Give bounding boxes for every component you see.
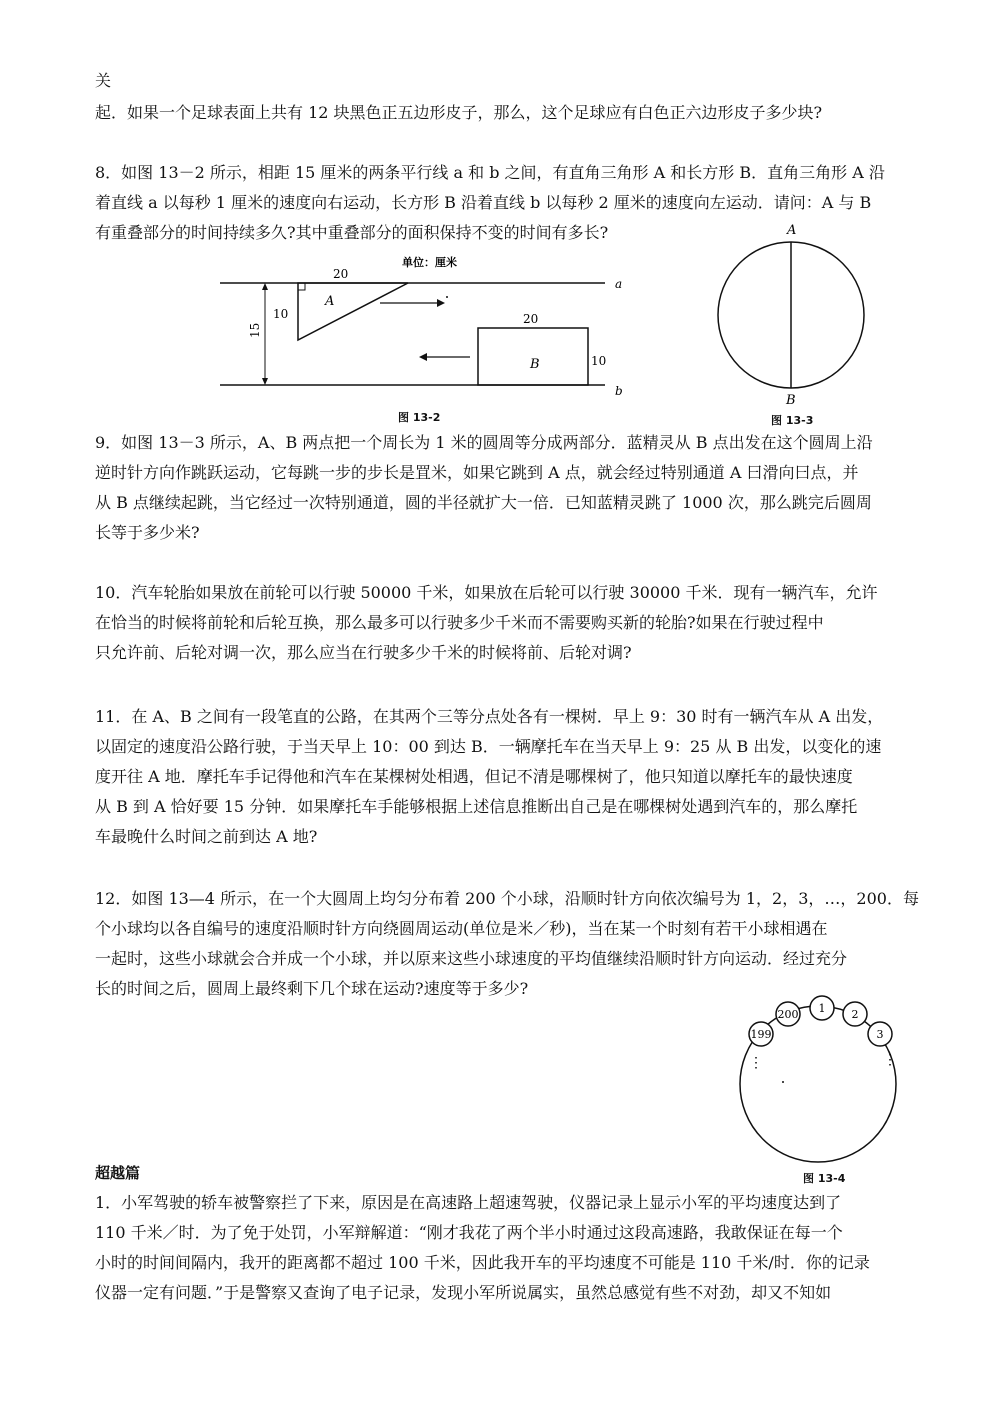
arrow-left-head [419,353,427,361]
problem-11-line: 11．在 A、B 之间有一段笔直的公路，在其两个三等分点处各有一棵树．早上 9：30 时有一辆汽车从 A 出发， [95,707,884,726]
gap-label: 15 [248,322,262,338]
problem-1-line: 仪器一定有问题．”于是警察又查询了电子记录，发现小军所说属实，虽然总感觉有些不对劲，却又不知如 [95,1283,832,1302]
right-angle-mark [298,283,305,290]
dot-mark [446,296,448,298]
problem-8-line: 8．如图 13－2 所示，相距 15 厘米的两条平行线 a 和 b 之间，有直角三角形 A 和长方形 B．直角三角形 A 沿 [95,163,885,182]
ellipsis-left: ⋮ [749,1055,763,1071]
point-b-label: B [786,393,796,408]
problem-11-line: 以固定的速度沿公路行驶，于当天早上 10：00 到达 B．一辆摩托车在当天早上 9：25 从 B 出发，以变化的速 [95,737,882,756]
rectangle-height-label: 10 [591,354,607,368]
problem-10-line: 10．汽车轮胎如果放在前轮可以行驶 50000 千米，如果放在后轮可以行驶 30000 千米．现有一辆汽车，允许 [95,583,878,602]
rectangle-width-label: 20 [523,312,539,326]
line-a-label: a [615,277,623,291]
problem-12-line: 个小球均以各自编号的速度沿顺时针方向绕圆周运动(单位是米／秒)，当在某一个时刻有若干小球相遇在 [95,919,828,938]
figure-13-4 [735,982,915,1167]
problem-10-line: 只允许前、后轮对调一次，那么应当在行驶多少千米的时候将前、后轮对调? [95,643,632,662]
gap-arrow-bottom [262,378,268,385]
figure-13-2 [215,250,635,410]
figure-13-4-caption: 图 13-4 [803,1172,846,1185]
ellipsis-right: ⋮ [883,1052,897,1068]
gap-arrow-top [262,283,268,290]
problem-11-line: 从 B 到 A 恰好要 15 分钟．如果摩托车手能够根据上述信息推断出自己是在哪棵树处遇到汽车的，那么摩托 [95,797,858,816]
triangle-a [298,283,408,340]
rectangle-label: B [530,357,540,372]
point-a-label: A [787,223,797,238]
triangle-label: A [325,294,335,309]
ball-199-label: 199 [750,1028,772,1041]
unit-label: 单位：厘米 [402,256,457,269]
center-dot [782,1081,784,1083]
triangle-height-label: 10 [273,307,289,321]
problem-12-line: 12．如图 13—4 所示，在一个大圆周上均匀分布着 200 个小球，沿顺时针方向依次编号为 1，2，3，…，200．每 [95,889,919,908]
problem-9-line: 从 B 点继续起跳，当它经过一次特别通道，圆的半径就扩大一倍．已知蓝精灵跳了 1000 次，那么跳完后圆周 [95,493,872,512]
ball-1-label: 1 [818,1002,826,1015]
problem-12-line: 一起时，这些小球就会合并成一个小球，并以原来这些小球速度的平均值继续沿顺时针方向运动．经过充分 [95,949,848,968]
problem-1-line: 1．小军驾驶的轿车被警察拦了下来，原因是在高速路上超速驾驶，仪器记录上显示小军的平均速度达到了 [95,1193,842,1212]
ball-200-label: 200 [777,1008,799,1021]
problem-8-line: 着直线 a 以每秒 1 厘米的速度向右运动，长方形 B 沿着直线 b 以每秒 2 厘米的速度向左运动．请问：A 与 B [95,193,872,212]
line-b-label: b [615,384,623,398]
problem-10-line: 在恰当的时候将前轮和后轮互换，那么最多可以行驶多少千米而不需要购买新的轮胎?如果在行驶过程中 [95,613,824,632]
text-line: 关 [95,71,112,90]
problem-9-line: 逆时针方向作跳跃运动，它每跳一步的步长是罝米，如果它跳到 A 点，就会经过特别通道 A 曰滑向曰点，并 [95,463,859,482]
text-line: 起．如果一个足球表面上共有 12 块黑色正五边形皮子，那么，这个足球应有白色正六边形皮子多少块? [95,103,823,122]
problem-9-line: 长等于多少米? [95,523,200,542]
figure-13-2-caption: 图 13-2 [398,411,441,424]
section-heading: 超越篇 [95,1164,141,1182]
figure-13-3-caption: 图 13-3 [771,414,814,427]
problem-8-line: 有重叠部分的时间持续多久?其中重叠部分的面积保持不变的时间有多长? [95,223,609,242]
problem-12-line: 长的时间之后，圆周上最终剩下几个球在运动?速度等于多少? [95,979,529,998]
triangle-width-label: 20 [333,267,349,281]
ball-2-label: 2 [851,1008,859,1021]
problem-1-line: 110 千米／时．为了免于处罚，小军辩解道：“刚才我花了两个半小时通过这段高速路，我敢保证在每一个 [95,1223,843,1242]
figure-13-3 [713,220,873,410]
arrow-right-head [437,299,445,307]
problem-11-line: 车最晚什么时间之前到达 A 地? [95,827,318,846]
ball-3-label: 3 [876,1028,884,1041]
problem-1-line: 小时的时间间隔内，我开的距离都不超过 100 千米，因此我开车的平均速度不可能是 110 千米/时．你的记录 [95,1253,870,1272]
problem-9-line: 9．如图 13－3 所示，A、B 两点把一个周长为 1 米的圆周等分成两部分．蓝精灵从 B 点出发在这个圆周上沿 [95,433,873,452]
problem-11-line: 度开往 A 地．摩托车手记得他和汽车在某棵树处相遇，但记不清是哪棵树了，他只知道以摩托车的最快速度 [95,767,853,786]
